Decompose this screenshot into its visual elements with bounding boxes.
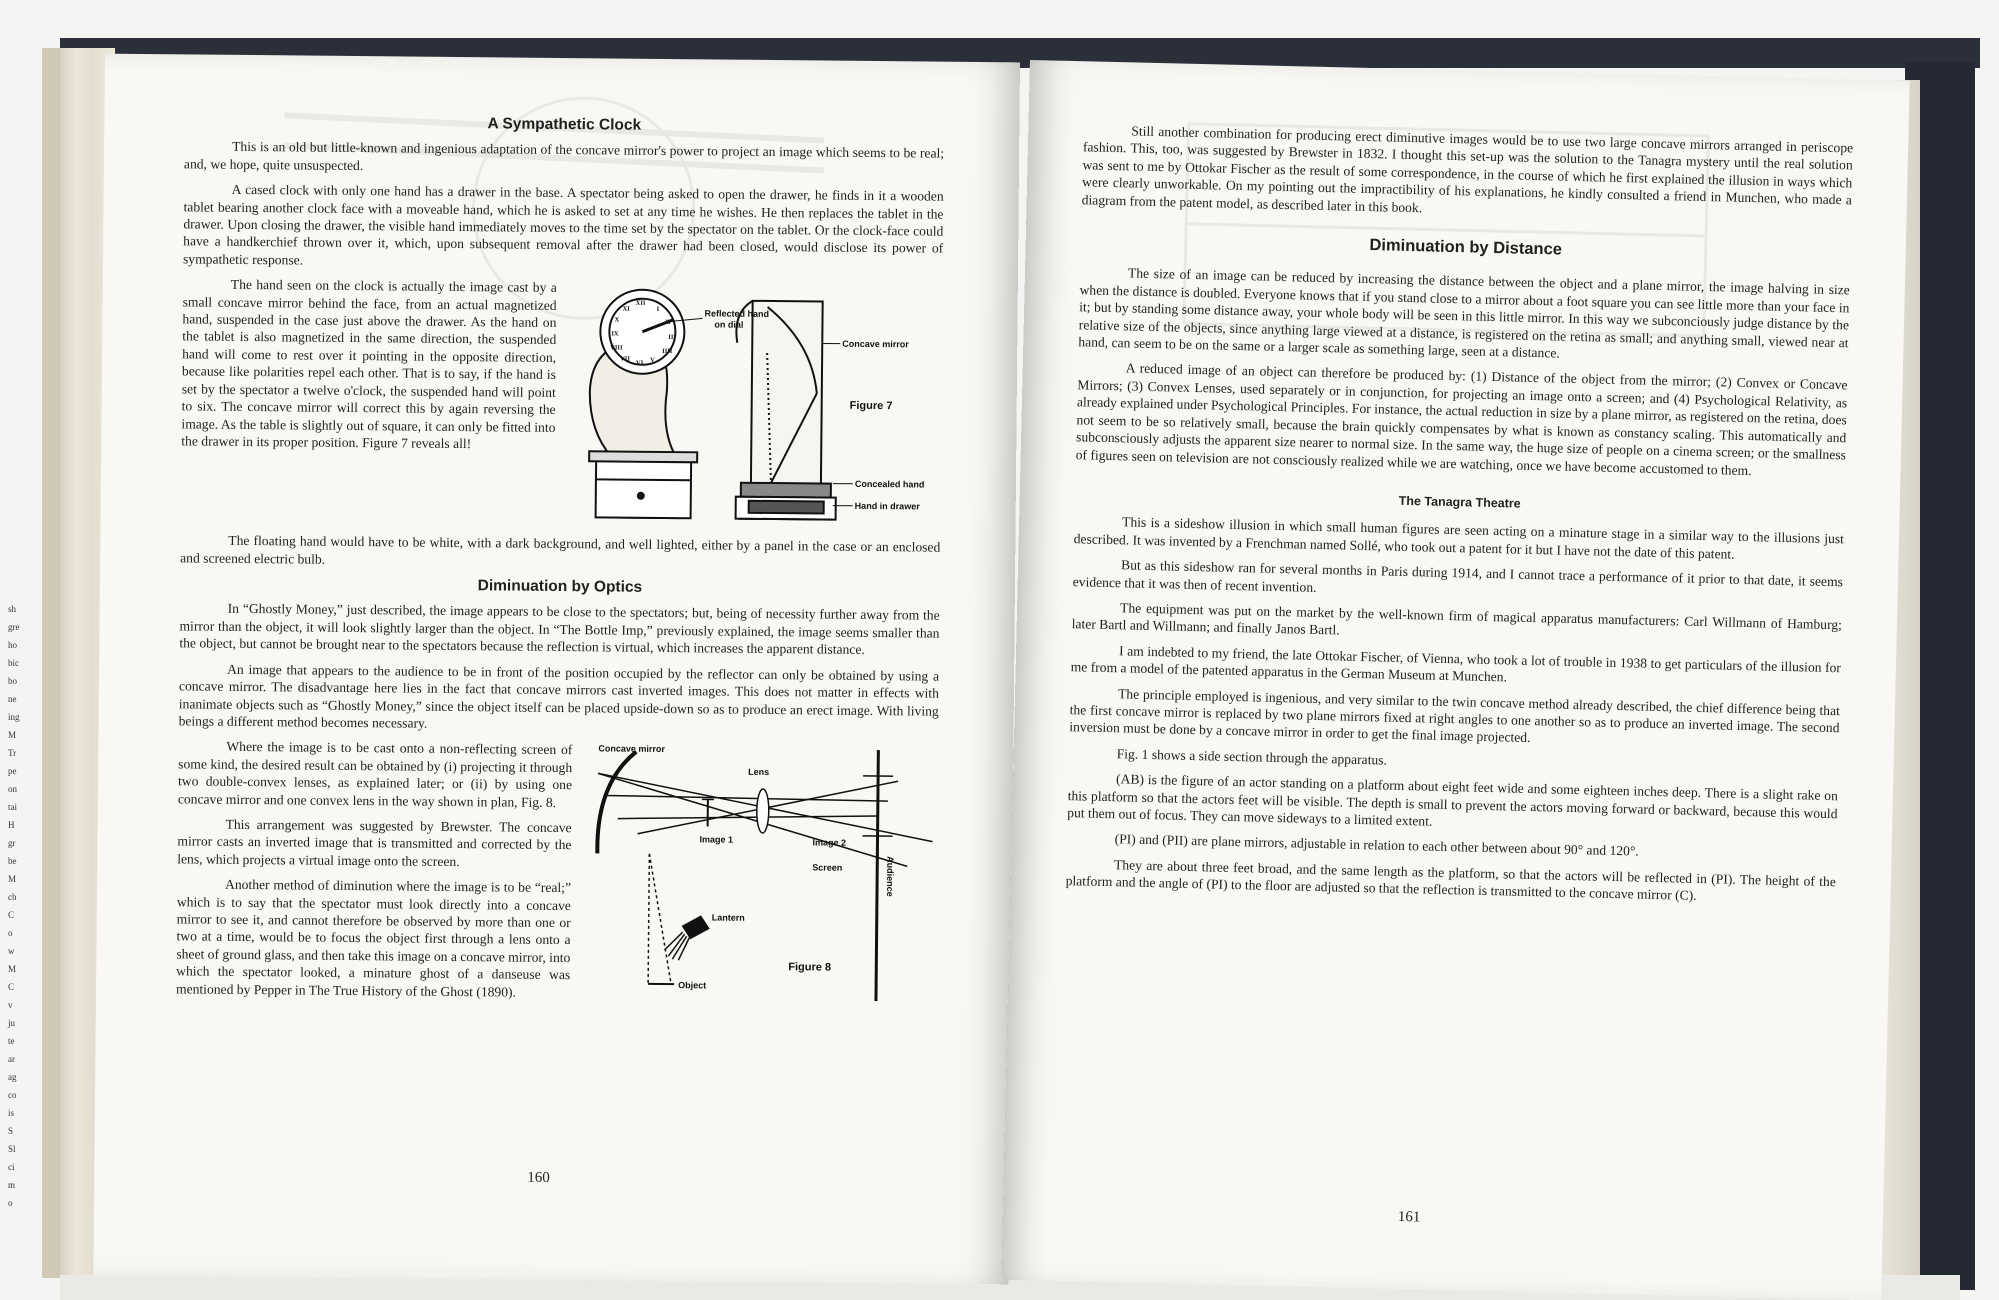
paragraph: In “Ghostly Money,” just described, the image appears to be close to the spectators; but, being of necessity further away from the mirror than the object, it will look slightly larger than the object. In “The Bottle Imp,” previously explained, the image seems smaller than the object, but cannot be brought near to the spectators because the reflection is virtual, which increases the apparent distance.	[179, 601, 940, 658]
edge-fragment: M	[8, 964, 17, 974]
edge-fragment: Tr	[8, 748, 17, 758]
label-screen: Screen	[812, 862, 843, 874]
left-page	[93, 54, 1020, 1285]
label-reflected-hand: Reflected hand	[704, 308, 770, 320]
label-hand-in-drawer: Hand in drawer	[854, 501, 920, 512]
section-title-optics: Diminuation by Optics	[477, 577, 643, 596]
right-page	[1001, 60, 1909, 1300]
paragraph: I am indebted to my friend, the late Ottokar Fischer, of Vienna, who took a lot of trouble in 1938 to get particulars of the illusion for me from a model of the patented apparatus in the German Museum at Munchen.	[1070, 643, 1842, 685]
adjacent-page-fragments	[8, 600, 48, 1212]
section-title-clock: A Sympathetic Clock	[487, 115, 642, 134]
edge-fragment: on	[8, 784, 17, 794]
section-title-tanagra: The Tanagra Theatre	[1398, 493, 1521, 511]
edge-fragment: ar	[8, 1054, 15, 1064]
figure-7-caption: Figure 7	[849, 400, 893, 413]
label-audience: Audience	[884, 856, 896, 898]
label-object: Object	[678, 980, 707, 991]
paragraph: A cased clock with only one hand has a drawer in the base. A spectator being asked to open the drawer, he finds in it a wooden tablet bearing another clock face with a moveable hand, which he is asked to set at any time he wishes. He then replaces the tablet in the drawer. Upon closing the drawer, the visible hand immediately moves to the time set by the spectator on the tablet. Or the clock-face could have a handkerchief thrown over it, which, upon subsequent removal after the drawer had been closed, would disclose its power of sympathetic response.	[182, 182, 944, 268]
edge-fragment: M	[8, 874, 17, 884]
paragraph: The principle employed is ingenious, and very similar to the twin concave method already described, the chief difference being that the first concave mirror is replaced by two plane mirrors fixed at right angles to one another so as to produce an inverted image. The second inversion must be done by a concave mirror in order to get the final image projected.	[1069, 685, 1841, 746]
paragraph: But as this sideshow ran for several months in Paris during 1914, and I cannot trace a performance of it prior to that date, it seems evidence that it was then of recent invention.	[1072, 557, 1844, 595]
edge-fragment: ag	[8, 1072, 17, 1082]
paragraph: This is a sideshow illusion in which small human figures are seen acting on a minature stage in a similar way to the illusions just described. It was invented by a Frenchman named Sollé, who took out a patent for it but I have not the date of this patent.	[1073, 514, 1845, 562]
label-concave-mirror: Concave mirror	[598, 743, 665, 755]
paragraph: (PI) and (PII) are plane mirrors, adjustable in relation to each other between about 90° and 120°.	[1114, 831, 1639, 859]
paragraph: Where the image is to be cast onto a non-reflecting screen of some kind, the desired result can be obtained by (i) projecting it through two double-convex lenses, as explained later; or (ii) by using one concave mirror and one convex lens in the way shown in plan, Fig. 8.	[177, 739, 573, 810]
edge-fragment: is	[8, 1108, 15, 1118]
edge-fragment: C	[8, 982, 15, 992]
paragraph: A reduced image of an object can therefore be produced by: (1) Distance of the object from the mirror; (2) Convex or Concave Mirrors; (3) Convex Lenses, used separately or in conjunction, for projecting an image onto a screen; and (4) Psychological Relativity, as already explained under Psychological Principles. For instance, the actual reduction in size by a plane mirror, as registered on the retina, does not seem to be so relatively small, because the brain quickly compensates by what is known as constancy scaling. This automatically and subconsciously adjusts the apparent size nearer to normal size. In the same way, the huge size of people on a cinema screen; or the smallness of figures seen on television are not consciously realized while we are watching, once we have become accustomed to them.	[1075, 360, 1848, 478]
page-number: 160	[527, 1169, 550, 1186]
edge-fragment: tai	[8, 802, 17, 812]
dial-numeral: IIII	[662, 348, 673, 356]
paragraph: The hand seen on the clock is actually the image cast by a small concave mirror behind the face, from an actual magnetized hand, suspended in the case just above the drawer. As the hand on the tablet is also magnetized in the same direction, the suspended hand will come to rest over it pointing in the opposite direction, because like polarities repel each other. That is to say, if the hand is set by the spectator a twelve o'clock, the suspended hand will point to six. The concave mirror will correct this by again reversing the image. As the table is slightly out of square, it can only be fitted into the drawer in its proper position. Figure 7 reveals all!	[181, 277, 557, 452]
edge-fragment: M	[8, 730, 17, 740]
edge-fragment: ne	[8, 694, 17, 704]
edge-fragment: co	[8, 1090, 17, 1100]
dial-numeral: III	[668, 334, 676, 342]
section-title-distance: Diminuation by Distance	[1369, 236, 1563, 259]
edge-fragment: o	[8, 928, 13, 938]
figure-7-clock-diagram	[570, 281, 942, 535]
page-number: 161	[1397, 1208, 1421, 1226]
paragraph: Fig. 1 shows a side section through the apparatus.	[1116, 746, 1388, 768]
paragraph: They are about three feet broad, and the same length as the platform, so that the actors will be reflected in (PI). The height of the platform and the angle of (PI) to the floor are adjusted so that the reflection is transmitted to the concave mirror (C).	[1065, 857, 1837, 904]
edge-fragment: w	[8, 946, 15, 956]
paragraph: This arrangement was suggested by Brewster. The concave mirror casts an inverted image that is transmitted and corrected by the lens, which projects a virtual image onto the screen.	[177, 816, 572, 869]
label-lens: Lens	[748, 767, 770, 778]
label-image-2: Image 2	[812, 837, 847, 849]
paragraph: The size of an image can be reduced by increasing the distance between the object and a plane mirror, the image halving in size when the distance is doubled. Everyone knows that if you stand close to a mirror about a foot square you can see little more than your face in it; but by standing some distance away, your whole body will be seen in this little mirror. In this way we subconciously judge distance by the relative size of the objects, since anything large viewed at a distance, is registered on the retina as small; and anything small, viewed near at hand, can seem to be on the same or a larger scale as something large, seen at a distance.	[1078, 265, 1850, 361]
edge-fragment: sh	[8, 604, 17, 614]
dial-numeral: I	[656, 306, 660, 314]
dial-numeral: VII	[620, 355, 630, 363]
edge-fragment: bic	[8, 658, 19, 668]
paragraph: The equipment was put on the market by the well-known firm of magical apparatus manufacturers: Carl Willmann of Hamburg; later Bartl and Willmann; and finally Janos Bartl.	[1071, 600, 1843, 638]
label-image-1: Image 1	[699, 834, 734, 845]
edge-fragment: te	[8, 1036, 15, 1046]
paragraph: Still another combination for producing erect diminutive images would be to use two large concave mirrors arranged in periscope fashion. This, too, was suggested by Brewster in 1832. I thought this set-up was the solution to the Tanagra mystery until the real solution was sent to me by Ottokar Fischer as the result of some correspondence, in the course of which he first explained the illusion in ways which were clearly unworkable. On my pointing out the impractibility of his explanations, he kindly consulted a friend in Munchen, who made a diagram from the patent model, as described later in this book.	[1081, 123, 1854, 215]
edge-fragment: ju	[8, 1018, 16, 1028]
edge-fragment: v	[8, 1000, 13, 1010]
edge-fragment: o	[8, 1198, 13, 1208]
dial-numeral: X	[614, 316, 620, 324]
edge-fragment: H	[8, 820, 15, 830]
edge-fragment: Sl	[8, 1144, 16, 1154]
paragraph: (AB) is the figure of an actor standing on a platform about eight feet wide and some eighteen inches deep. There is a slight rake on this platform so that the actors feet will be visible. The depth is small to prevent the actors moving forward or backward, because this would put them out of focus. They can move sideways to a limited extent.	[1067, 771, 1839, 829]
label-concave-mirror: Concave mirror	[842, 338, 909, 350]
paragraph: An image that appears to the audience to be in front of the position occupied by the reflector can only be obtained by using a concave mirror. The disadvantage here lies in the fact that concave mirrors cast inverted images. This does not matter in effects with inanimate objects such as “Ghostly Money,” since the object itself can be placed upside-down so as to produce an erect image. With living beings a different method becomes necessary.	[178, 661, 940, 731]
dial-numeral: IX	[611, 330, 619, 338]
edge-fragment: ch	[8, 892, 17, 902]
edge-fragment: ing	[8, 712, 20, 722]
edge-fragment: be	[8, 856, 17, 866]
figure-8-caption: Figure 8	[788, 961, 832, 974]
edge-fragment: bo	[8, 676, 17, 686]
figure-8-optics-diagram	[586, 744, 938, 1007]
edge-fragment: gr	[8, 838, 16, 848]
paragraph: This is an old but little-known and ingenious adaptation of the concave mirror's power to project an image which seems to be real; and, we hope, quite unsuspected.	[183, 139, 945, 173]
dial-numeral: VI	[636, 359, 644, 368]
paragraph: The floating hand would have to be white, with a dark background, and well lighted, either by a panel in the case or an enclosed and screened electric bulb.	[180, 533, 941, 567]
label-concealed-hand: Concealed hand	[854, 479, 925, 490]
dial-numeral: XI	[622, 305, 630, 313]
label-lantern: Lantern	[711, 912, 745, 924]
edge-fragment: m	[8, 1180, 16, 1190]
dial-numeral: VIII	[610, 344, 623, 352]
label-on-dial: on dial	[714, 319, 744, 330]
edge-fragment: S	[8, 1126, 14, 1136]
dial-numeral: XII	[635, 299, 646, 308]
edge-fragment: ci	[8, 1162, 15, 1172]
dial-numeral: V	[650, 357, 655, 365]
edge-fragment: C	[8, 910, 15, 920]
dial-numeral: II	[665, 319, 671, 327]
edge-fragment: pe	[8, 766, 17, 776]
edge-fragment: ho	[8, 640, 17, 650]
edge-fragment: gre	[8, 622, 20, 632]
paragraph: Another method of diminution where the image is to be “real;” which is to say that the spectator must look directly into a concave mirror to see it, and cannot therefore be observed by more than one or two at a time, would be to focus the object first through a lens onto a sheet of ground glass, and then take this image on a concave mirror, into which the spectator looked, a minature ghost of a danseuse was mentioned by Pepper in The True History of the Ghost (1890).	[175, 876, 572, 1000]
